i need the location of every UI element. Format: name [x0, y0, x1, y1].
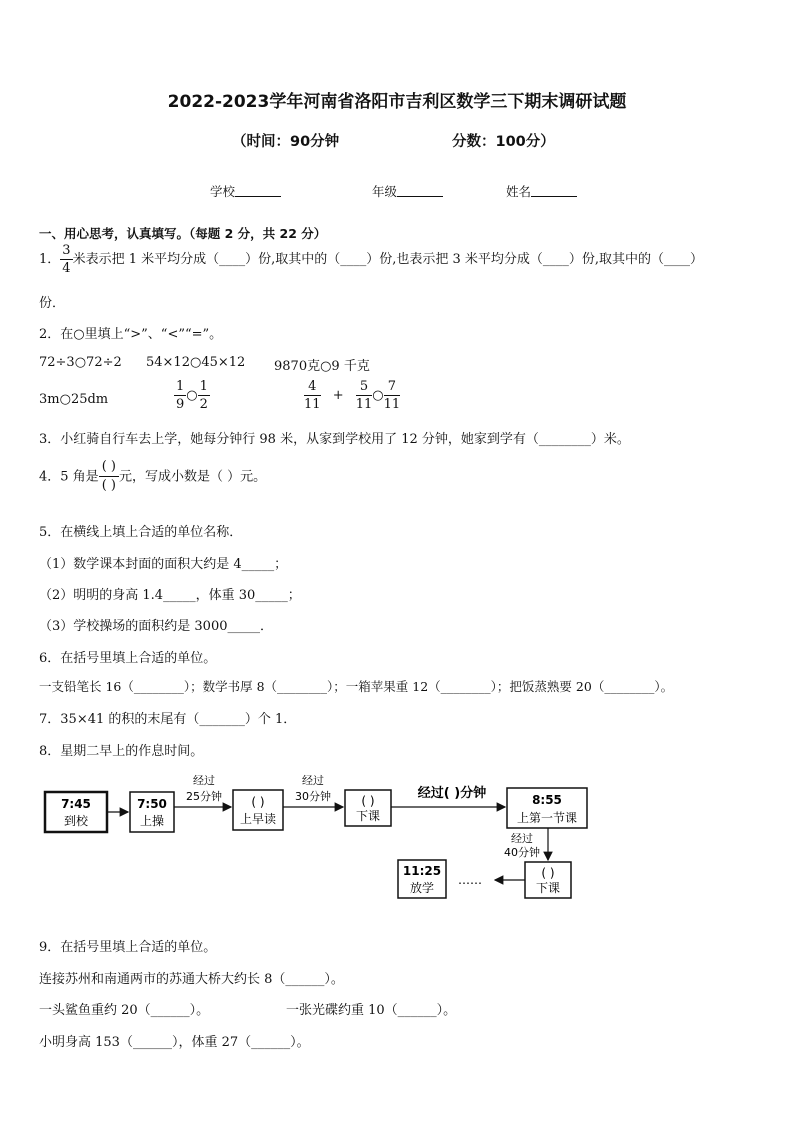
question-4: 4．5 角是 $\frac{( )}{( )}$ 元，写成小数是（ ）元。 — [39, 459, 267, 494]
schedule-flowchart — [0, 760, 794, 910]
grade-field: 年级 — [372, 182, 443, 200]
question-8: 8．星期二早上的作息时间。 — [39, 744, 204, 759]
box-class-end-2-label: 下课 — [535, 881, 561, 895]
question-6: 6．在括号里填上合适的单位。 — [39, 651, 217, 666]
exam-score: 分数：100分） — [452, 134, 555, 150]
question-5-c: （3）学校操场的面积约是 3000_____． — [39, 619, 273, 634]
box-exercise-label: 上操 — [139, 814, 165, 828]
arrow-1-top: 经过 — [193, 774, 215, 787]
compare-fractions: $\frac{4}{11}$ + $\frac{5}{11}$ ○ $\frac{7}{11}$ — [304, 379, 401, 412]
box-reading-blank: ( ) — [251, 795, 265, 809]
box-class-end-1-blank: ( ) — [361, 794, 375, 808]
box-dismiss-time: 11:25 — [402, 864, 442, 878]
question-9-c: 一张光碟约重 10（______）。 — [286, 1003, 457, 1018]
box-arrive-time: 7:45 — [61, 797, 91, 811]
arrow-1-bottom: 25分钟 — [186, 790, 222, 803]
arrow-4-bottom: 40分钟 — [504, 846, 540, 859]
question-9-b: 一头鲨鱼重约 20（______）。 — [39, 1003, 210, 1018]
box-first-class-label: 上第一节课 — [516, 811, 578, 825]
compare-fractions: $\frac{1}{9}$ ○ $\frac{1}{2}$ — [176, 379, 208, 412]
box-dismiss-label: 放学 — [409, 881, 435, 895]
ellipsis: …… — [458, 873, 482, 887]
question-9-d: 小明身高 153（______），体重 27（______）。 — [39, 1035, 310, 1050]
question-1: 1． $\frac{3}{4}$ 米表示把 1 米平均分成（____）份,取其中的（____）份,也表示把 3 米平均分成（____）份,取其中的（____） — [39, 243, 704, 276]
question-3: 3．小红骑自行车去上学，她每分钟行 98 米，从家到学校用了 12 分钟，她家到学有（________）米。 — [39, 432, 630, 447]
question-7: 7．35×41 的积的末尾有（_______）个 1． — [39, 712, 297, 727]
section-heading: 一、用心思考，认真填写。（每题 2 分，共 22 分） — [39, 226, 327, 241]
compare-item: 72÷3○72÷2 — [39, 355, 122, 370]
name-field: 姓名 — [506, 182, 577, 200]
question-6-body: 一支铅笔长 16（________）；数学书厚 8（________）；一箱苹果重 12（________）；把饭蒸熟要 20（________）。 — [39, 679, 674, 694]
fraction: $\frac{3}{4}$ — [62, 243, 71, 276]
question-9: 9．在括号里填上合适的单位。 — [39, 940, 217, 955]
arrow-2-top: 经过 — [302, 774, 324, 787]
box-arrive-label: 到校 — [63, 814, 89, 828]
question-5-a: （1）数学课本封面的面积大约是 4_____； — [39, 557, 288, 572]
exam-time: （时间：90分钟 — [232, 134, 340, 150]
question-9-a: 连接苏州和南通两市的苏通大桥大约长 8（______）。 — [39, 972, 344, 987]
question-1-tail: 份． — [39, 296, 66, 311]
arrow-3-label: 经过( )分钟 — [417, 786, 487, 801]
question-5-b: （2）明明的身高 1.4_____，体重 30_____； — [39, 588, 301, 603]
question-5: 5．在横线上填上合适的单位名称． — [39, 525, 243, 540]
question-2: 2．在○里填上“>”、“<”“=”。 — [39, 327, 223, 342]
box-first-class-time: 8:55 — [532, 793, 562, 807]
box-exercise-time: 7:50 — [137, 797, 167, 811]
arrow-2-bottom: 30分钟 — [295, 790, 331, 803]
page-title: 2022-2023学年河南省洛阳市吉利区数学三下期末调研试题 — [167, 92, 627, 112]
box-class-end-2-blank: ( ) — [541, 866, 555, 880]
box-reading-label: 上早读 — [239, 812, 277, 826]
compare-item: 9870克○9 千克 — [274, 359, 370, 374]
compare-item: 3m○25dm — [39, 392, 109, 407]
box-class-end-1-label: 下课 — [355, 809, 381, 823]
arrow-4-top: 经过 — [511, 832, 533, 845]
school-field: 学校 — [210, 182, 281, 200]
compare-item: 54×12○45×12 — [146, 355, 246, 370]
